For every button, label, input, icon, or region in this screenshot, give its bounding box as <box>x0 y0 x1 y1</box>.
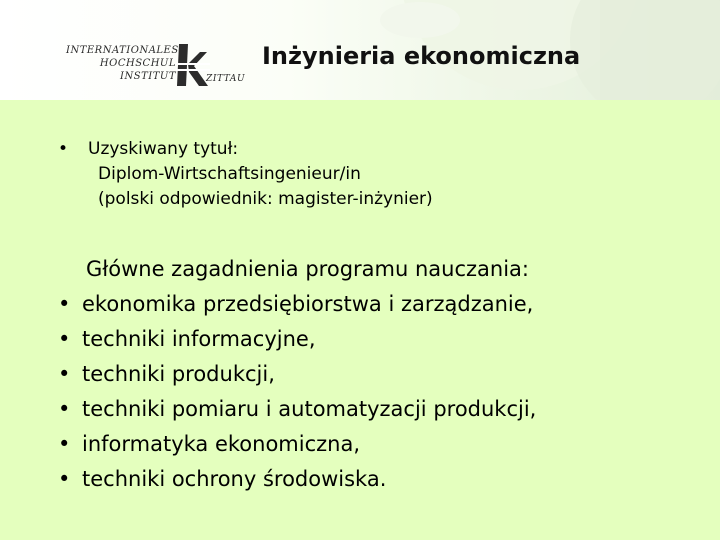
list-item <box>58 322 536 357</box>
list-item-text: techniki informacyjne, <box>82 327 316 351</box>
list-item-text: techniki produkcji, <box>82 362 275 386</box>
list-item <box>58 427 536 462</box>
header-banner <box>0 0 720 100</box>
curriculum-heading: Główne zagadnienia programu nauczania: <box>86 257 529 281</box>
bullet-marker: • <box>58 327 71 351</box>
degree-section <box>58 137 433 212</box>
degree-title: Diplom-Wirtschaftsingenieur/in <box>98 164 361 184</box>
list-item-text: ekonomika przedsiębiorstwa i zarządzanie, <box>82 292 534 316</box>
list-item <box>58 357 536 392</box>
bullet-marker: • <box>58 397 71 421</box>
list-item-text: techniki ochrony środowiska. <box>82 467 387 491</box>
logo-line-3: INSTITUT <box>120 71 176 82</box>
degree-equivalent: (polski odpowiednik: magister-inżynier) <box>98 189 433 209</box>
list-item <box>58 287 536 322</box>
degree-bullet-row <box>58 137 433 162</box>
bullet-marker: • <box>58 432 71 456</box>
bullet-marker: • <box>58 362 71 386</box>
institute-logo-text <box>66 44 179 83</box>
institute-logo-icon <box>176 42 210 88</box>
bullet-marker: • <box>58 292 71 316</box>
logo-line-2: HOCHSCHUL <box>99 58 176 69</box>
list-item <box>58 392 536 427</box>
logo-city-label: ZITTAU <box>206 74 246 84</box>
bullet-marker: • <box>58 139 69 159</box>
degree-label: Uzyskiwany tytuł: <box>88 139 239 159</box>
page-title: Inżynieria ekonomiczna <box>262 42 581 70</box>
curriculum-section <box>58 252 536 497</box>
bullet-marker: • <box>58 467 71 491</box>
list-item <box>58 462 536 497</box>
logo-line-1: INTERNATIONALES <box>66 45 179 56</box>
list-item-text: informatyka ekonomiczna, <box>82 432 361 456</box>
list-item-text: techniki pomiaru i automatyzacji produkcji, <box>82 397 537 421</box>
